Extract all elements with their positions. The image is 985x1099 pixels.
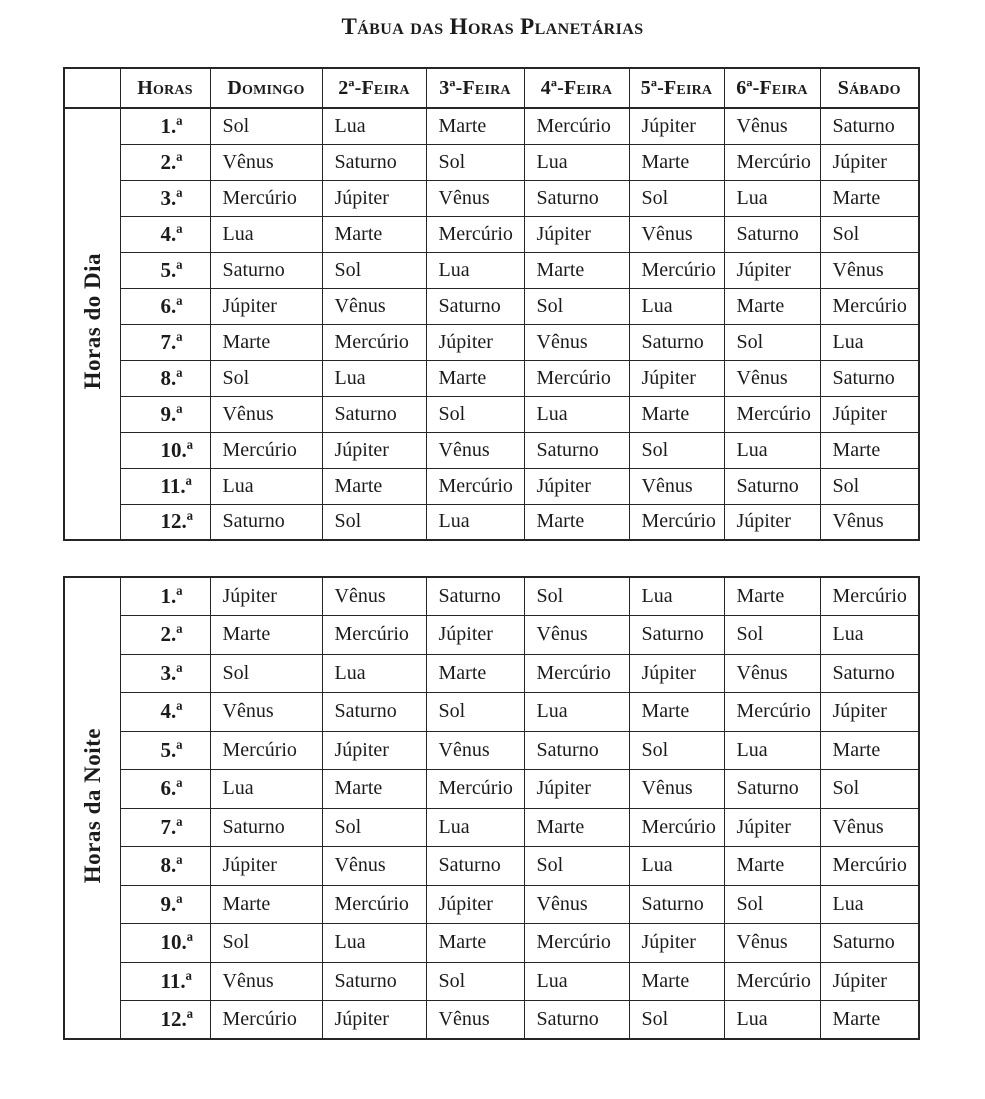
hour-label: 3.ª (120, 180, 210, 216)
planet-cell: Sol (820, 468, 919, 504)
side-label: Horas do Dia (79, 253, 105, 390)
hour-label: 8.ª (120, 847, 210, 886)
planet-cell: Marte (820, 1001, 919, 1040)
planet-cell: Saturno (210, 808, 322, 847)
planet-cell: Vênus (629, 216, 724, 252)
planet-cell: Marte (322, 770, 426, 809)
planet-cell: Lua (820, 324, 919, 360)
planet-cell: Saturno (820, 360, 919, 396)
planet-cell: Júpiter (426, 885, 524, 924)
planet-cell: Júpiter (524, 770, 629, 809)
planet-cell: Sol (426, 693, 524, 732)
planet-cell: Sol (426, 962, 524, 1001)
planet-cell: Marte (820, 432, 919, 468)
planet-cell: Marte (629, 962, 724, 1001)
planet-cell: Saturno (322, 144, 426, 180)
planet-cell: Lua (322, 654, 426, 693)
planet-cell: Marte (210, 324, 322, 360)
planet-cell: Sol (322, 504, 426, 540)
planet-cell: Lua (426, 504, 524, 540)
planet-cell: Saturno (322, 693, 426, 732)
planet-cell: Mercúrio (210, 180, 322, 216)
planet-cell: Sol (524, 288, 629, 324)
hour-row (64, 396, 919, 432)
planet-cell: Lua (724, 180, 820, 216)
planet-cell: Marte (524, 252, 629, 288)
planet-cell: Sol (322, 252, 426, 288)
planet-cell: Júpiter (820, 144, 919, 180)
hour-row (64, 924, 919, 963)
planet-cell: Mercúrio (724, 693, 820, 732)
planet-cell: Marte (724, 577, 820, 616)
planet-cell: Saturno (322, 396, 426, 432)
hour-row (64, 654, 919, 693)
planet-cell: Júpiter (322, 432, 426, 468)
planet-cell: Marte (629, 396, 724, 432)
hour-label: 11.ª (120, 962, 210, 1001)
planet-cell: Sol (524, 577, 629, 616)
planet-cell: Júpiter (820, 693, 919, 732)
planet-cell: Vênus (724, 360, 820, 396)
header-segunda-feira: 2ª-Feira (322, 68, 426, 108)
planet-cell: Lua (629, 847, 724, 886)
planet-cell: Marte (210, 885, 322, 924)
planet-cell: Mercúrio (322, 885, 426, 924)
planet-cell: Saturno (724, 468, 820, 504)
planet-cell: Saturno (524, 180, 629, 216)
planet-cell: Vênus (724, 924, 820, 963)
header-quinta-feira: 5ª-Feira (629, 68, 724, 108)
hour-row (64, 847, 919, 886)
planet-cell: Saturno (724, 216, 820, 252)
planet-cell: Marte (322, 468, 426, 504)
header-horas: Horas (120, 68, 210, 108)
planet-cell: Mercúrio (629, 504, 724, 540)
hour-row (64, 693, 919, 732)
planet-cell: Lua (524, 144, 629, 180)
planet-cell: Saturno (820, 654, 919, 693)
planet-cell: Vênus (426, 1001, 524, 1040)
planet-cell: Sol (724, 616, 820, 655)
planet-cell: Júpiter (629, 360, 724, 396)
planet-cell: Mercúrio (210, 1001, 322, 1040)
planet-cell: Júpiter (426, 324, 524, 360)
planet-cell: Vênus (724, 654, 820, 693)
hour-row (64, 616, 919, 655)
hour-row (64, 252, 919, 288)
hour-row (64, 216, 919, 252)
planet-cell: Sol (210, 654, 322, 693)
planet-cell: Saturno (322, 962, 426, 1001)
planet-cell: Júpiter (629, 924, 724, 963)
header-terca-feira: 3ª-Feira (426, 68, 524, 108)
hour-label: 12.ª (120, 504, 210, 540)
planet-cell: Saturno (524, 1001, 629, 1040)
corner-cell (64, 68, 120, 108)
hour-label: 10.ª (120, 432, 210, 468)
planet-cell: Vênus (426, 432, 524, 468)
planet-cell: Sol (629, 432, 724, 468)
hour-label: 5.ª (120, 731, 210, 770)
planet-cell: Vênus (629, 468, 724, 504)
hour-row (64, 468, 919, 504)
hour-row (64, 432, 919, 468)
planet-cell: Marte (820, 731, 919, 770)
day-hours-table (63, 67, 920, 541)
planet-cell: Vênus (210, 396, 322, 432)
planet-cell: Marte (426, 924, 524, 963)
planet-cell: Lua (210, 216, 322, 252)
hour-row (64, 962, 919, 1001)
planet-cell: Mercúrio (524, 924, 629, 963)
header-sexta-feira: 6ª-Feira (724, 68, 820, 108)
planet-cell: Júpiter (524, 216, 629, 252)
planet-cell: Júpiter (629, 654, 724, 693)
planet-cell: Vênus (322, 288, 426, 324)
planet-cell: Júpiter (426, 616, 524, 655)
planet-cell: Marte (426, 360, 524, 396)
planet-cell: Marte (524, 504, 629, 540)
hour-label: 7.ª (120, 324, 210, 360)
side-label: Horas da Noite (79, 727, 105, 884)
header-row (64, 68, 919, 108)
hour-row (64, 1001, 919, 1040)
planet-cell: Vênus (820, 808, 919, 847)
hour-label: 1.ª (120, 108, 210, 144)
planet-cell: Vênus (322, 577, 426, 616)
planet-cell: Júpiter (210, 847, 322, 886)
planet-cell: Saturno (524, 731, 629, 770)
planet-cell: Lua (724, 731, 820, 770)
planet-cell: Marte (629, 693, 724, 732)
planet-cell: Júpiter (524, 468, 629, 504)
header-sabado: Sábado (820, 68, 919, 108)
planet-cell: Vênus (820, 504, 919, 540)
hour-label: 2.ª (120, 616, 210, 655)
hour-row (64, 324, 919, 360)
planet-cell: Sol (820, 216, 919, 252)
planet-cell: Júpiter (322, 1001, 426, 1040)
planet-cell: Mercúrio (426, 770, 524, 809)
planet-cell: Júpiter (820, 396, 919, 432)
hour-label: 6.ª (120, 770, 210, 809)
hour-row (64, 731, 919, 770)
planet-cell: Mercúrio (724, 962, 820, 1001)
planet-cell: Vênus (524, 616, 629, 655)
planet-cell: Sol (724, 324, 820, 360)
hour-label: 1.ª (120, 577, 210, 616)
planet-cell: Sol (724, 885, 820, 924)
planet-cell: Júpiter (322, 731, 426, 770)
planet-cell: Sol (210, 924, 322, 963)
planet-cell: Júpiter (724, 252, 820, 288)
hour-row (64, 360, 919, 396)
planet-cell: Sol (629, 180, 724, 216)
planet-cell: Júpiter (210, 288, 322, 324)
planet-cell: Lua (820, 885, 919, 924)
planet-cell: Vênus (322, 847, 426, 886)
planet-cell: Sol (629, 731, 724, 770)
planet-cell: Júpiter (210, 577, 322, 616)
planet-cell: Mercúrio (820, 847, 919, 886)
hour-label: 9.ª (120, 396, 210, 432)
side-label-cell (64, 108, 120, 540)
hour-row (64, 180, 919, 216)
planet-cell: Saturno (210, 504, 322, 540)
planet-cell: Saturno (210, 252, 322, 288)
planet-cell: Lua (820, 616, 919, 655)
planet-cell: Mercúrio (820, 577, 919, 616)
planet-cell: Mercúrio (524, 654, 629, 693)
planet-cell: Mercúrio (322, 616, 426, 655)
hour-label: 9.ª (120, 885, 210, 924)
planet-cell: Mercúrio (210, 731, 322, 770)
planet-cell: Saturno (820, 924, 919, 963)
planet-cell: Saturno (426, 847, 524, 886)
planet-cell: Mercúrio (210, 432, 322, 468)
hour-row (64, 808, 919, 847)
planet-cell: Marte (820, 180, 919, 216)
hour-row (64, 144, 919, 180)
planet-cell: Mercúrio (322, 324, 426, 360)
planet-cell: Vênus (426, 731, 524, 770)
planet-cell: Júpiter (629, 108, 724, 144)
planet-cell: Lua (426, 252, 524, 288)
planet-cell: Sol (629, 1001, 724, 1040)
planet-cell: Marte (426, 108, 524, 144)
planet-cell: Lua (524, 396, 629, 432)
header-quarta-feira: 4ª-Feira (524, 68, 629, 108)
planet-cell: Lua (724, 1001, 820, 1040)
night-hours-table (63, 576, 920, 1040)
planet-cell: Saturno (629, 324, 724, 360)
hour-label: 10.ª (120, 924, 210, 963)
hour-row (64, 770, 919, 809)
planet-cell: Sol (322, 808, 426, 847)
planet-cell: Lua (322, 360, 426, 396)
planet-cell: Júpiter (820, 962, 919, 1001)
planet-cell: Lua (210, 468, 322, 504)
planet-cell: Saturno (426, 288, 524, 324)
planet-cell: Marte (322, 216, 426, 252)
hour-label: 7.ª (120, 808, 210, 847)
planet-cell: Júpiter (322, 180, 426, 216)
planet-cell: Sol (426, 396, 524, 432)
planet-cell: Vênus (724, 108, 820, 144)
planet-cell: Saturno (820, 108, 919, 144)
hour-label: 6.ª (120, 288, 210, 324)
planet-cell: Saturno (629, 885, 724, 924)
planet-cell: Mercúrio (426, 216, 524, 252)
planet-cell: Lua (322, 924, 426, 963)
hour-row (64, 885, 919, 924)
hour-label: 3.ª (120, 654, 210, 693)
planet-cell: Lua (322, 108, 426, 144)
planet-cell: Sol (210, 108, 322, 144)
planet-cell: Vênus (629, 770, 724, 809)
planet-cell: Marte (724, 847, 820, 886)
hour-row (64, 577, 919, 616)
planet-cell: Lua (724, 432, 820, 468)
planet-cell: Marte (629, 144, 724, 180)
planet-cell: Lua (426, 808, 524, 847)
planet-cell: Vênus (210, 144, 322, 180)
hour-row (64, 504, 919, 540)
planet-cell: Mercúrio (724, 396, 820, 432)
planet-cell: Júpiter (724, 504, 820, 540)
hour-label: 12.ª (120, 1001, 210, 1040)
page-title: Tábua das Horas Planetárias (341, 14, 644, 39)
planet-cell: Sol (426, 144, 524, 180)
planet-cell: Marte (724, 288, 820, 324)
planet-cell: Mercúrio (629, 252, 724, 288)
planet-cell: Marte (210, 616, 322, 655)
planet-cell: Saturno (724, 770, 820, 809)
planet-cell: Marte (524, 808, 629, 847)
planet-cell: Lua (629, 288, 724, 324)
planet-cell: Vênus (426, 180, 524, 216)
planet-cell: Júpiter (724, 808, 820, 847)
planet-cell: Vênus (210, 693, 322, 732)
planet-cell: Lua (524, 693, 629, 732)
planet-cell: Saturno (524, 432, 629, 468)
hour-label: 2.ª (120, 144, 210, 180)
planet-cell: Mercúrio (629, 808, 724, 847)
planet-cell: Sol (210, 360, 322, 396)
planet-cell: Lua (210, 770, 322, 809)
hour-label: 5.ª (120, 252, 210, 288)
planet-cell: Mercúrio (724, 144, 820, 180)
planet-cell: Vênus (524, 885, 629, 924)
hour-label: 4.ª (120, 216, 210, 252)
planet-cell: Saturno (426, 577, 524, 616)
header-domingo: Domingo (210, 68, 322, 108)
planet-cell: Marte (426, 654, 524, 693)
planet-cell: Mercúrio (820, 288, 919, 324)
hour-row (64, 288, 919, 324)
hour-label: 11.ª (120, 468, 210, 504)
planet-cell: Vênus (524, 324, 629, 360)
planet-cell: Sol (820, 770, 919, 809)
hour-label: 8.ª (120, 360, 210, 396)
hour-label: 4.ª (120, 693, 210, 732)
planet-cell: Lua (524, 962, 629, 1001)
planet-cell: Mercúrio (426, 468, 524, 504)
planet-cell: Lua (629, 577, 724, 616)
planet-cell: Saturno (629, 616, 724, 655)
planet-cell: Vênus (210, 962, 322, 1001)
planet-cell: Mercúrio (524, 108, 629, 144)
side-label-cell (64, 577, 120, 1039)
planet-cell: Mercúrio (524, 360, 629, 396)
hour-row (64, 108, 919, 144)
planet-cell: Sol (524, 847, 629, 886)
planet-cell: Vênus (820, 252, 919, 288)
